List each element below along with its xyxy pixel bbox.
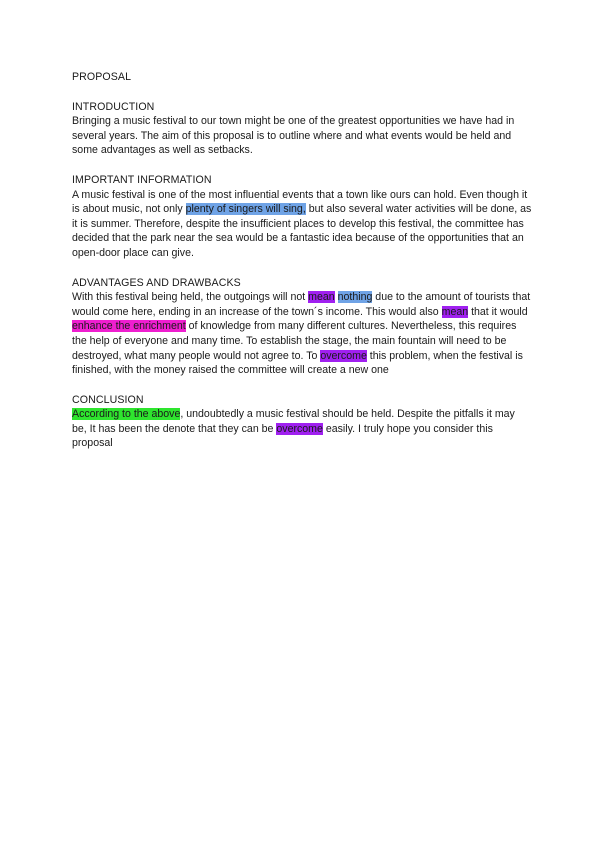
- highlighted-text: mean: [308, 291, 335, 304]
- section-heading: CONCLUSION: [72, 393, 144, 406]
- document-body: [72, 70, 532, 466]
- section-paragraph: [72, 188, 532, 261]
- section-paragraph: [72, 290, 532, 378]
- text-run: easily. I truly hope you consider this proposal: [72, 422, 493, 450]
- highlighted-text: mean: [441, 305, 469, 318]
- section-heading: IMPORTANT INFORMATION: [72, 173, 212, 186]
- document-title: PROPOSAL: [72, 71, 132, 83]
- text-run: With this festival being held, the outgoings will not: [72, 291, 309, 304]
- text-run: Bringing a music festival to our town might be one of the greatest opportunities we have had in several years. The aim of this proposal is to outline where and what events would be held and some advantages as well as setbacks.: [72, 115, 515, 157]
- highlighted-text: overcome: [276, 422, 323, 435]
- text-run: this problem, when the festival is finished, with the money raised the committee will create a new one: [72, 349, 523, 377]
- section-conclusion: [72, 393, 532, 451]
- highlighted-text: nothing: [337, 291, 373, 304]
- section-introduction: [72, 100, 532, 158]
- highlighted-text: enhance the enrichment: [72, 320, 186, 333]
- section-paragraph: [72, 114, 532, 158]
- section-heading: ADVANTAGES AND DRAWBACKS: [72, 276, 241, 289]
- text-run: of knowledge from many different cultures. Nevertheless, this requires the help of everyone and many time. To establish the stage, the main fountain will need to be destroyed, what many people would not agree to. To: [72, 320, 517, 362]
- section-important-information: [72, 173, 532, 261]
- text-run: , undoubtedly a music festival should be held. Despite the pitfalls it may be, It has been the denote that they can be: [72, 408, 515, 435]
- text-run: that it would: [468, 305, 528, 318]
- text-run: due to the amount of tourists that would come here, ending in an increase of the town´s income. This would also: [72, 291, 531, 318]
- highlighted-text: According to the above: [72, 408, 181, 421]
- section-paragraph: [72, 407, 532, 451]
- highlighted-text: overcome: [320, 349, 367, 362]
- section-advantages-and-drawbacks: [72, 276, 532, 378]
- document-sections: [72, 100, 532, 451]
- highlighted-text: plenty of singers will sing,: [185, 203, 306, 216]
- section-heading: INTRODUCTION: [72, 100, 155, 113]
- text-run: but also several water activities will be done, as it is summer. Therefore, despite the insufficient places to develop this festival, the committee has decided that the park near the sea would be a fantastic idea because of the opportunities that an open-door place can give.: [72, 203, 532, 259]
- text-run: A music festival is one of the most influential events that a town like ours can hold. Even though it is about music, not only: [72, 188, 528, 216]
